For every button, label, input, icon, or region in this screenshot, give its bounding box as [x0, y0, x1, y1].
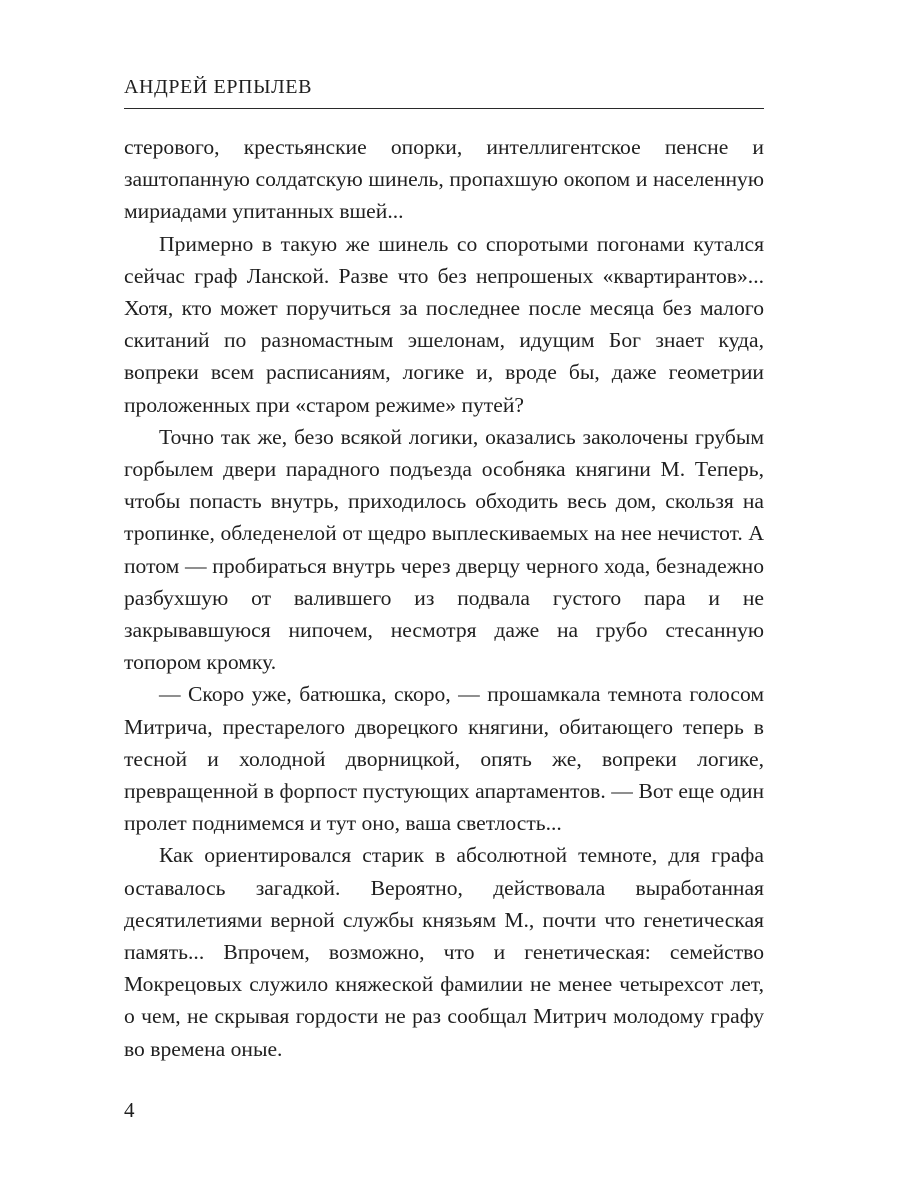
page-number: 4 [124, 1098, 135, 1122]
body-text [124, 131, 764, 1065]
paragraph-4: — Скоро уже, батюшка, скоро, — прошамкала темнота голосом Митрича, престарелого дворецкого княгини, обитающего теперь в тесной и холодной дворницкой, опять же, вопреки логике, превращенной в форпост пустующих апартаментов. — Вот еще один пролет поднимемся и тут оно, ваша светлость... [124, 682, 764, 836]
header-rule [124, 108, 764, 109]
paragraph-5: Как ориентировался старик в абсолютной темноте, для графа оставалось загадкой. Вероятно, действовала выработанная десятилетиями верной службы князьям М., почти что генетическая память... Впрочем, возможно, что и генетическая: семейство Мокрецовых служило княжеской фамилии не менее четырехсот лет, о чем, не скрывая гордости не раз сообщал Митрич молодому графу во времена оные. [124, 843, 764, 1061]
paragraph-1: стерового, крестьянские опорки, интеллигентское пенсне и заштопанную солдатскую шинель, пропахшую окопом и населенную мириадами упитанных вшей... [124, 135, 764, 224]
running-head-author: АНДРЕЙ ЕРПЫЛЕВ [124, 76, 313, 98]
paragraph-3: Точно так же, безо всякой логики, оказались заколочены грубым горбылем двери парадного подъезда особняка княгини М. Теперь, чтобы попасть внутрь, приходилось обходить весь дом, скользя на тропинке, обледенелой от щедро выплескиваемых на нее нечистот. А потом — пробираться внутрь через дверцу черного хода, безнадежно разбухшую от валившего из подвала густого пара и не закрывавшуюся нипочем, несмотря даже на грубо стесанную топором кромку. [124, 424, 764, 675]
paragraph-2: Примерно в такую же шинель со споротыми погонами кутался сейчас граф Ланской. Разве что без непрошеных «квартирантов»... Хотя, кто может поручиться за последнее после месяца без малого скитаний по разномастным эшелонам, идущим Бог знает куда, вопреки всем расписаниям, логике и, вроде бы, даже геометрии проложенных при «старом режиме» путей? [124, 231, 764, 417]
